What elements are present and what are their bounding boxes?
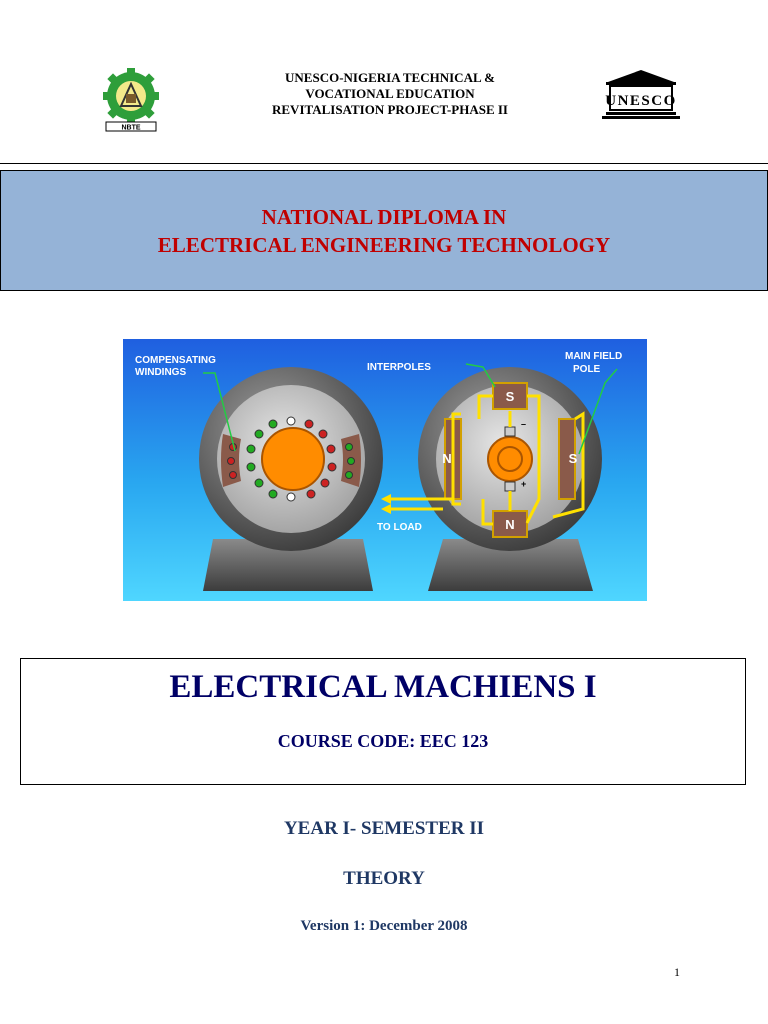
course-title-box <box>20 658 746 785</box>
label-main-field-1: MAIN FIELD <box>565 351 623 362</box>
header-title <box>200 70 580 118</box>
year-semester: YEAR I- SEMESTER II <box>283 818 485 839</box>
brush-label-bottom: + <box>521 479 527 489</box>
banner-line-1: NATIONAL DIPLOMA IN <box>261 204 507 229</box>
label-to-load: TO LOAD <box>377 522 422 533</box>
program-banner <box>0 170 768 291</box>
right-armature <box>488 437 532 481</box>
header-divider <box>0 163 768 164</box>
banner-line-2: ELECTRICAL ENGINEERING TECHNOLOGY <box>157 232 611 257</box>
label-main-field-2: POLE <box>573 364 601 375</box>
brush-top <box>505 427 515 436</box>
course-type: THEORY <box>343 868 425 889</box>
header-line-2: VOCATIONAL EDUCATION <box>305 86 475 101</box>
course-title: ELECTRICAL MACHIENS I <box>169 669 597 705</box>
course-code: COURSE CODE: EEC 123 <box>277 731 489 751</box>
left-machine <box>199 367 383 591</box>
pole-label-top: S <box>505 389 515 404</box>
header-line-3: REVITALISATION PROJECT-PHASE II <box>272 102 508 117</box>
label-compensating-2: WINDINGS <box>135 367 187 378</box>
left-armature <box>262 428 324 490</box>
header-line-1: UNESCO-NIGERIA TECHNICAL & <box>285 70 495 85</box>
unesco-logo-text: UNESCO <box>605 93 677 109</box>
pole-label-bottom: N <box>505 517 515 532</box>
nbte-logo-text: NBTE <box>121 124 141 132</box>
pole-label-right: S <box>568 451 578 466</box>
page-number: 1 <box>674 965 680 979</box>
dc-machine-illustration <box>123 339 647 601</box>
brush-bottom <box>505 482 515 491</box>
nbte-logo <box>96 68 166 132</box>
brush-label-top: – <box>521 419 527 429</box>
label-compensating-1: COMPENSATING <box>135 355 216 366</box>
pole-label-left: N <box>442 451 452 466</box>
unesco-logo <box>600 68 682 120</box>
version-info: Version 1: December 2008 <box>300 918 468 934</box>
label-interpoles: INTERPOLES <box>367 362 431 373</box>
